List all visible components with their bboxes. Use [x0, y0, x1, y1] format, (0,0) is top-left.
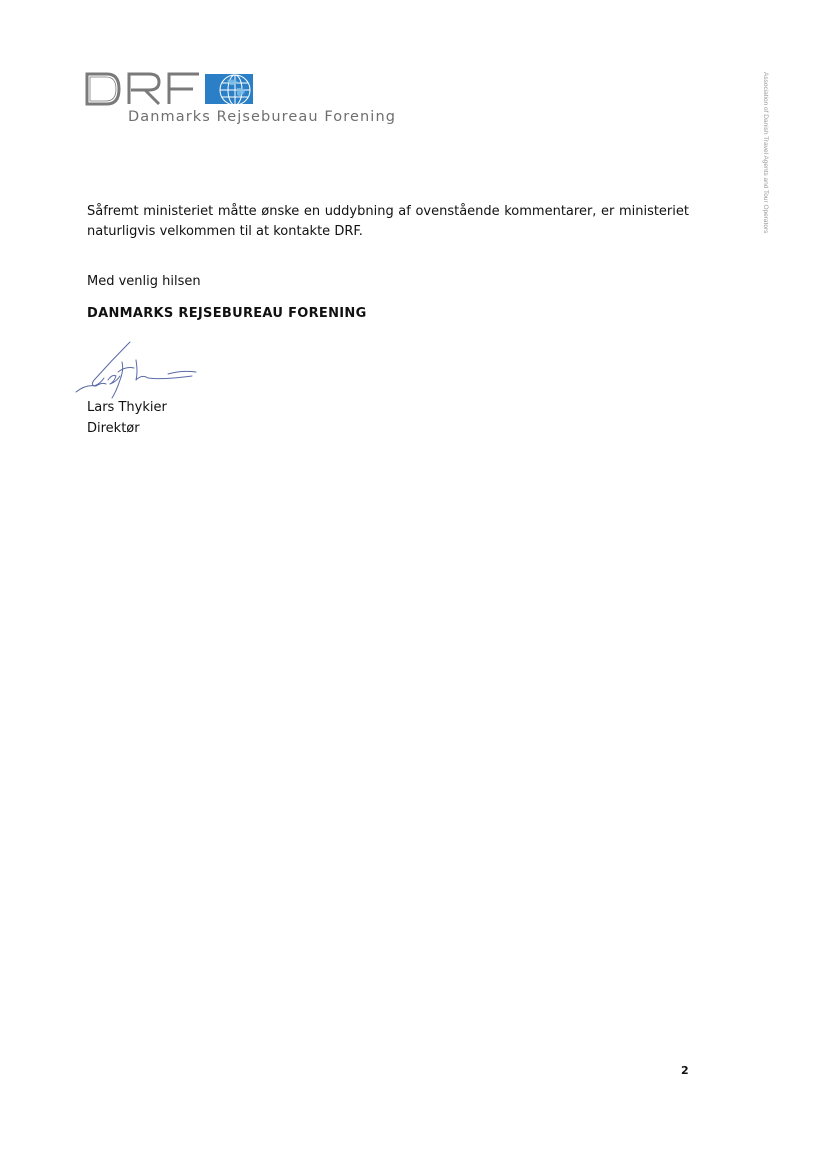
side-tagline-text: Association of Danish Travel Agents and Tour Operators: [762, 72, 769, 234]
signer-title: Direktør: [87, 421, 140, 436]
globe-icon: [205, 74, 253, 104]
drf-logo-letters: [85, 72, 203, 106]
organization-name: DANMARKS REJSEBUREAU FORENING: [87, 306, 367, 321]
body-paragraph: Såfremt ministeriet måtte ønske en uddybning af ovenstående kommentarer, er ministeriet naturligvis velkommen til at kontakte DRF.: [87, 204, 689, 239]
drf-logo: [85, 72, 430, 132]
signer-name: Lars Thykier: [87, 400, 167, 415]
closing-greeting: Med venlig hilsen: [87, 274, 201, 289]
page-number: 2: [681, 1064, 689, 1077]
handwritten-signature: [72, 340, 202, 402]
logo-subtitle: Danmarks Rejsebureau Forening: [128, 109, 397, 125]
